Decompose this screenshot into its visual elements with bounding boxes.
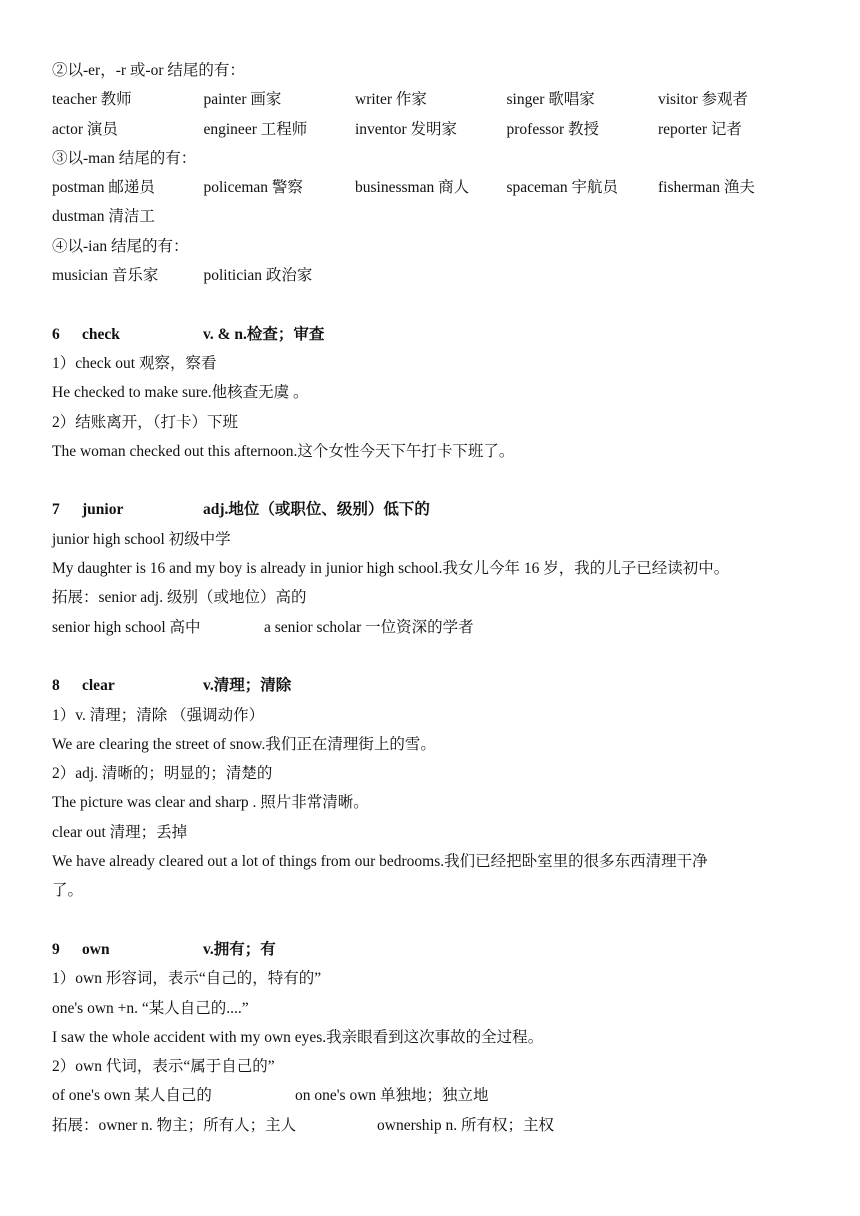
spacer <box>52 290 860 319</box>
entry-definition: adj.地位（或职位、级别）低下的 <box>203 501 430 519</box>
pair-item: of one's own 某人自己的 <box>52 1087 212 1105</box>
entry-line: 2）adj. 清晰的；明显的；清楚的 <box>52 765 273 783</box>
entry-line: 2）结账离开，（打卡）下班 <box>52 413 239 431</box>
entry-line: My daughter is 16 and my boy is already in junior high school.我女儿今年 16 岁，我的儿子已经读初中。 <box>52 560 730 578</box>
entry-number: 8 <box>52 677 60 695</box>
suffix-man-row-2 <box>52 202 860 231</box>
pair-item: ownership n. 所有权；主权 <box>377 1116 554 1134</box>
entry-line-pair <box>52 1111 860 1140</box>
suffix-er-heading: ②以-er，-r 或-or 结尾的有： <box>52 62 245 79</box>
entry-line: He checked to make sure.他核查无虞 。 <box>52 384 309 402</box>
entry-line: one's own +n. “某人自己的....” <box>52 999 249 1017</box>
word-item: singer 歌唱家 <box>506 91 595 109</box>
entry-number: 9 <box>52 940 60 958</box>
suffix-ian-row-1 <box>52 261 860 290</box>
entry-definition: v. & n.检查；审查 <box>203 325 325 343</box>
word-item: businessman 商人 <box>355 179 470 197</box>
entry-heading-clear <box>52 671 860 700</box>
word-item: teacher 教师 <box>52 91 132 109</box>
entry-line: 2）own 代词，表示“属于自己的” <box>52 1058 275 1076</box>
entry-line: We have already cleared out a lot of things from our bedrooms.我们已经把卧室里的很多东西清理干净 <box>52 853 708 871</box>
entry-heading-junior <box>52 495 860 524</box>
word-item: writer 作家 <box>355 91 427 109</box>
entry-heading-check <box>52 320 860 349</box>
entry-number: 6 <box>52 325 60 343</box>
word-item: postman 邮递员 <box>52 179 155 197</box>
pair-item: senior high school 高中 <box>52 618 201 636</box>
entry-line: We are clearing the street of snow.我们正在清理街上的雪。 <box>52 735 436 753</box>
entry-line: junior high school 初级中学 <box>52 530 231 548</box>
entry-line-pair <box>52 613 860 642</box>
entry-line: The woman checked out this afternoon.这个女性今天下午打卡下班了。 <box>52 442 515 460</box>
entry-line: 了。 <box>52 882 84 900</box>
entry-line: 1）v. 清理；清除 （强调动作） <box>52 706 265 724</box>
word-item: musician 音乐家 <box>52 267 159 285</box>
entry-line: I saw the whole accident with my own eyes.我亲眼看到这次事故的全过程。 <box>52 1028 544 1046</box>
suffix-er-row-1 <box>52 85 860 114</box>
entry-number: 7 <box>52 501 60 519</box>
suffix-man-row-1 <box>52 173 860 202</box>
word-item: fisherman 渔夫 <box>658 179 755 197</box>
entry-word: junior <box>82 501 124 519</box>
entry-line: 拓展：senior adj. 级别（或地位）高的 <box>52 589 307 607</box>
entry-line-pair <box>52 1081 860 1110</box>
pair-item: a senior scholar 一位资深的学者 <box>264 618 474 636</box>
suffix-ian-heading: ④以-ian 结尾的有： <box>52 237 189 255</box>
word-item: politician 政治家 <box>203 267 313 285</box>
entry-definition: v.拥有；有 <box>203 940 276 958</box>
entry-line: 1）check out 观察，察看 <box>52 354 217 372</box>
entry-definition: v.清理；清除 <box>203 677 292 695</box>
spacer <box>52 466 860 495</box>
word-item: professor 教授 <box>506 120 600 138</box>
pair-item: on one's own 单独地；独立地 <box>295 1087 489 1105</box>
entry-word: clear <box>82 677 115 695</box>
entry-heading-own <box>52 935 860 964</box>
entry-word: own <box>82 940 110 958</box>
entry-line: The picture was clear and sharp . 照片非常清晰。 <box>52 794 369 812</box>
word-item: painter 画家 <box>203 91 282 109</box>
word-item: dustman 清洁工 <box>52 208 155 226</box>
pair-item: 拓展：owner n. 物主；所有人；主人 <box>52 1116 297 1134</box>
word-item: inventor 发明家 <box>355 120 458 138</box>
word-item: reporter 记者 <box>658 120 742 138</box>
word-item: visitor 参观者 <box>658 91 748 109</box>
entry-word: check <box>82 325 120 343</box>
word-item: policeman 警察 <box>203 179 303 197</box>
spacer <box>52 906 860 935</box>
word-item: spaceman 宇航员 <box>506 179 618 197</box>
word-item: engineer 工程师 <box>203 120 308 138</box>
suffix-man-heading: ③以-man 结尾的有： <box>52 149 197 167</box>
spacer <box>52 642 860 671</box>
entry-line: clear out 清理；丢掉 <box>52 823 188 841</box>
suffix-er-row-2 <box>52 115 860 144</box>
entry-line: 1）own 形容词，表示“自己的，特有的” <box>52 970 322 988</box>
word-item: actor 演员 <box>52 120 118 138</box>
